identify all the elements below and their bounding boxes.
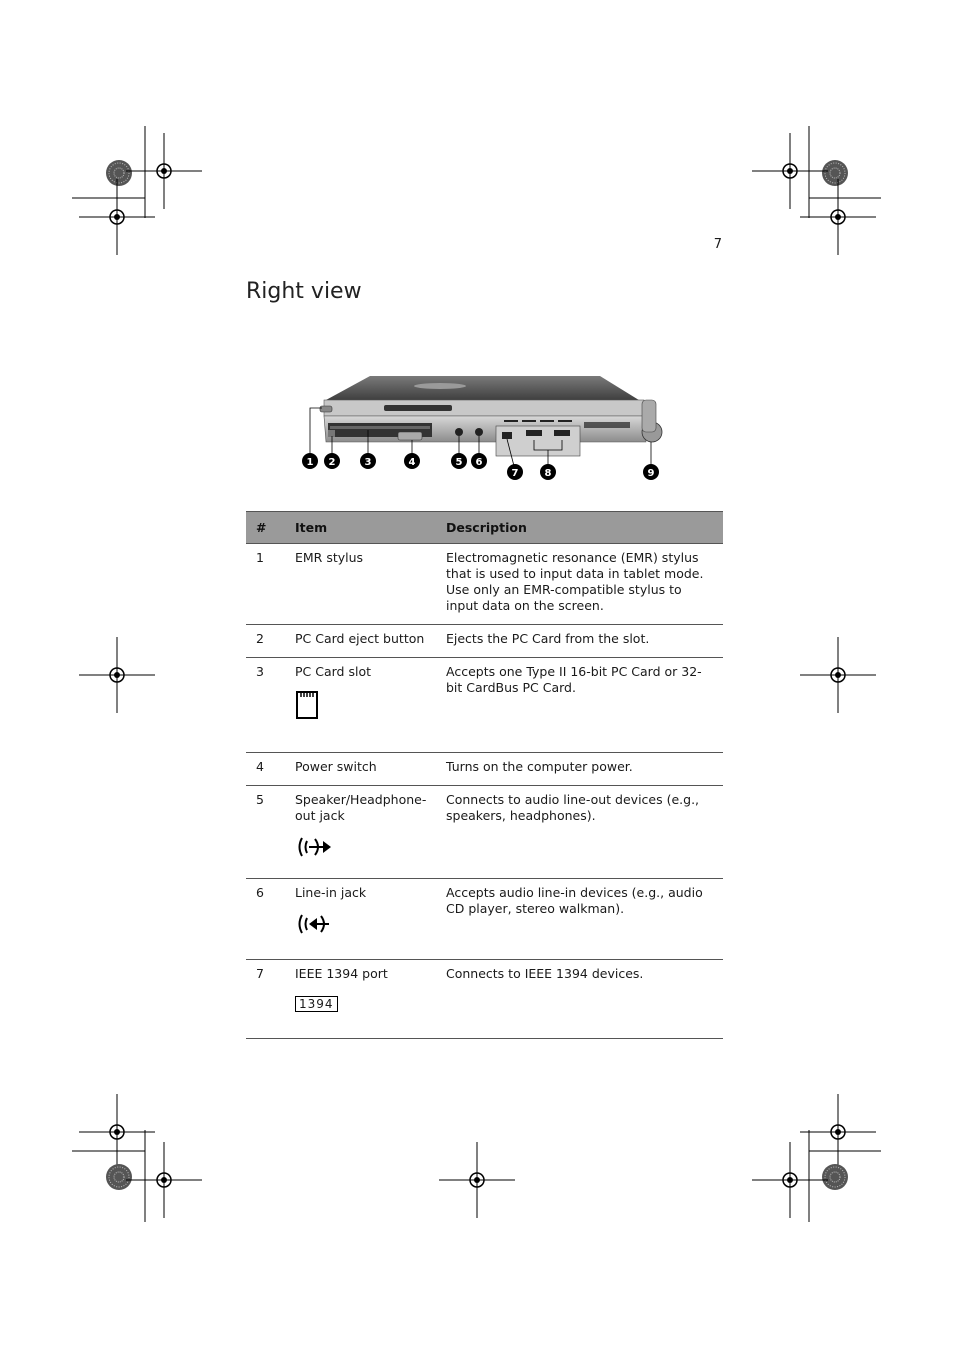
- row-item: Line-in jack: [295, 885, 367, 900]
- callout-6: 6: [475, 457, 483, 468]
- callout-5: 5: [455, 457, 463, 468]
- audio-in-icon: [295, 911, 333, 937]
- row-description: Turns on the computer power.: [436, 753, 723, 786]
- table-row: [246, 753, 723, 786]
- row-item: PC Card eject button: [285, 625, 436, 658]
- header-num: #: [246, 512, 285, 544]
- callout-1: 1: [306, 457, 314, 468]
- ports-table: [246, 511, 723, 1039]
- callout-7: 7: [511, 468, 519, 479]
- header-description: Description: [436, 512, 723, 544]
- row-description: Accepts audio line-in devices (e.g., audio CD player, stereo walkman).: [436, 879, 723, 960]
- table-row: [246, 786, 723, 879]
- row-item: EMR stylus: [285, 544, 436, 625]
- row-description: Connects to IEEE 1394 devices.: [436, 960, 723, 1039]
- table-row: [246, 879, 723, 960]
- row-item-cell: [285, 786, 436, 879]
- row-item: IEEE 1394 port: [295, 966, 388, 981]
- row-description: Ejects the PC Card from the slot.: [436, 625, 723, 658]
- callout-8: 8: [544, 468, 552, 479]
- row-description: Electromagnetic resonance (EMR) stylus that is used to input data in tablet mode. Use only an EMR-compatible stylus to input data on the screen.: [436, 544, 723, 625]
- row-num: 4: [246, 753, 285, 786]
- row-description: Connects to audio line-out devices (e.g., speakers, headphones).: [436, 786, 723, 879]
- page-number: 7: [713, 237, 722, 252]
- row-num: 2: [246, 625, 285, 658]
- callout-2: 2: [328, 457, 336, 468]
- table-row: [246, 960, 723, 1039]
- row-item: Speaker/Headphone-out jack: [295, 792, 427, 823]
- row-item: Power switch: [285, 753, 436, 786]
- row-num: 1: [246, 544, 285, 625]
- row-description: Accepts one Type II 16-bit PC Card or 32-bit CardBus PC Card.: [436, 658, 723, 753]
- pc-card-icon: [295, 690, 321, 720]
- row-num: 5: [246, 786, 285, 879]
- laptop-right-view-figure: [290, 360, 670, 486]
- row-num: 3: [246, 658, 285, 753]
- row-num: 6: [246, 879, 285, 960]
- callout-9: 9: [647, 468, 655, 479]
- ieee1394-icon: 1394: [295, 996, 338, 1012]
- callout-3: 3: [364, 457, 372, 468]
- row-item-cell: [285, 658, 436, 753]
- page-title: Right view: [246, 279, 362, 304]
- table-row: [246, 544, 723, 625]
- row-item-cell: [285, 960, 436, 1039]
- audio-out-icon: [295, 834, 333, 860]
- callout-4: 4: [408, 457, 416, 468]
- row-item: PC Card slot: [295, 664, 371, 679]
- header-item: Item: [285, 512, 436, 544]
- table-header-row: [246, 512, 723, 544]
- table-row: [246, 658, 723, 753]
- row-item-cell: [285, 879, 436, 960]
- row-num: 7: [246, 960, 285, 1039]
- table-row: [246, 625, 723, 658]
